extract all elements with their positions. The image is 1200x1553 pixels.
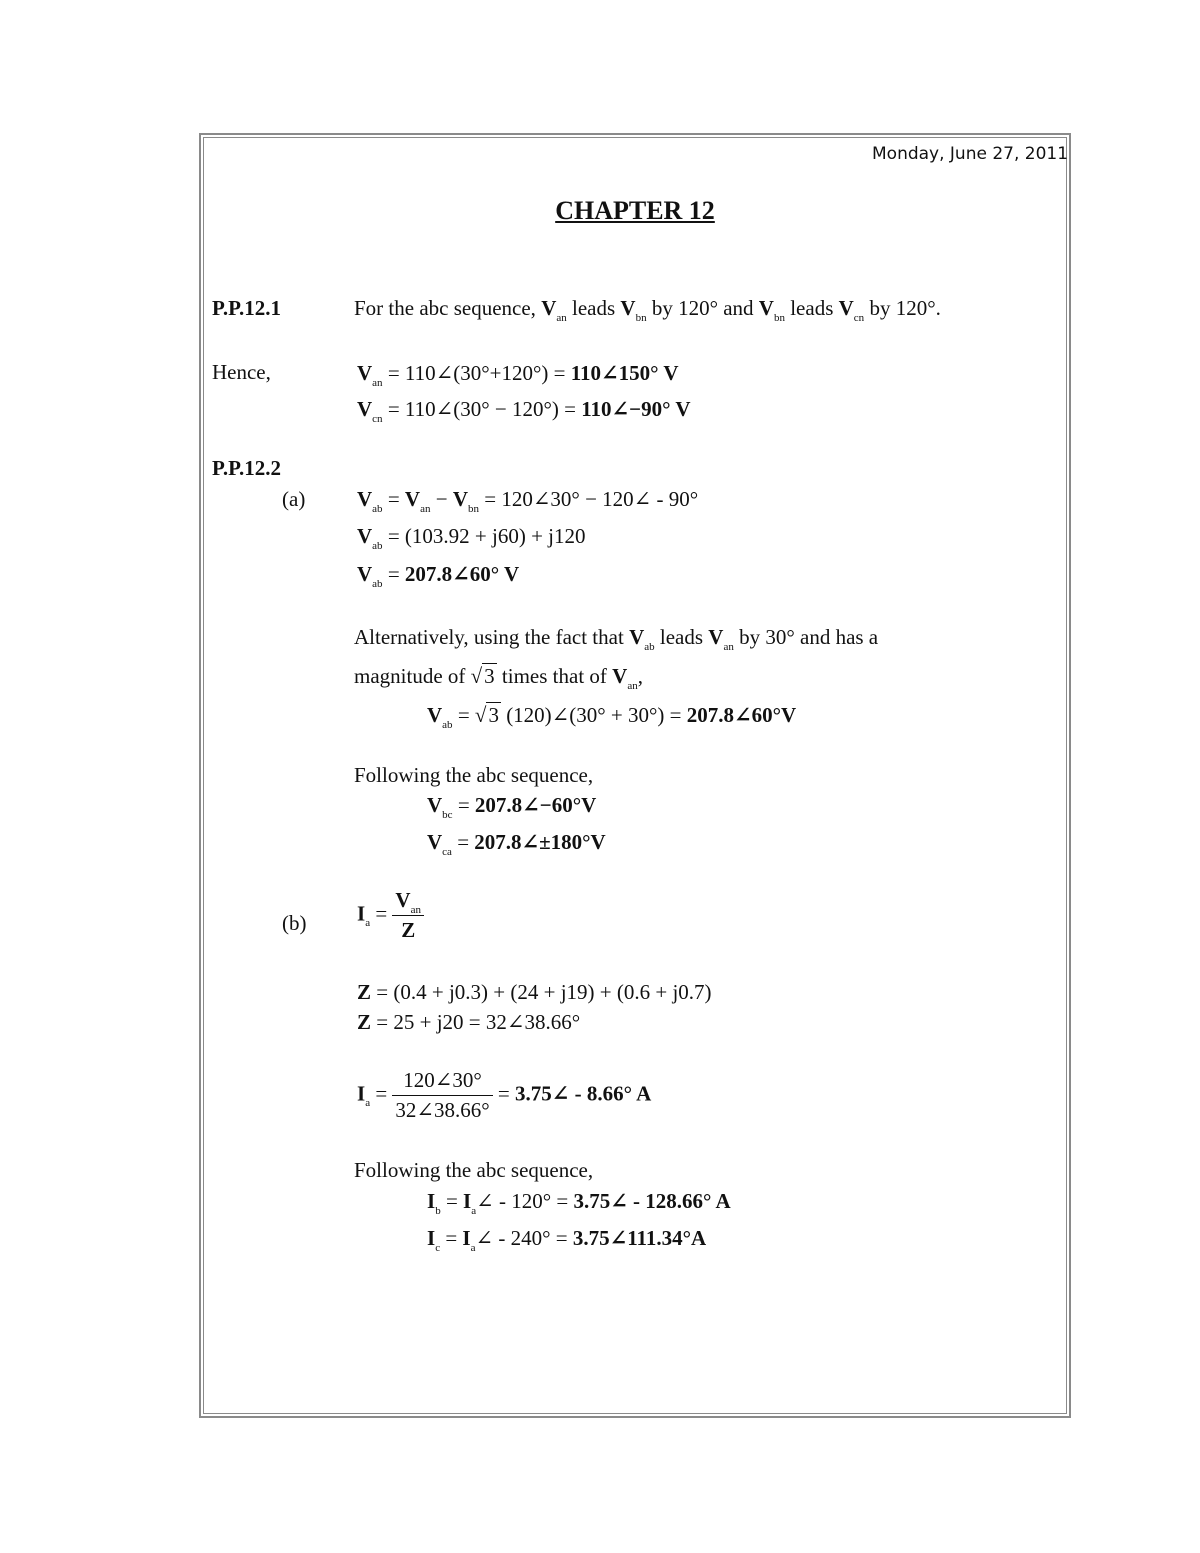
header-date: Monday, June 27, 2011 bbox=[872, 144, 1069, 164]
pp1-label: P.P.12.1 bbox=[212, 296, 282, 320]
vab-sqrt3-equation: $V_{ab} = √3$ (120)∠(30° + 30°) = 207.8∠60°V bbox=[427, 703, 797, 731]
z-polar-equation: Z = 25 + j20 = 32∠38.66° bbox=[357, 1010, 581, 1034]
part-a-label: (a) bbox=[282, 487, 306, 511]
hence-label: Hence, bbox=[212, 360, 271, 384]
ia-definition: $I_a$ = $\frac{V_{an}}{Z}$ bbox=[357, 888, 424, 943]
alternative-line-1: Alternatively, using the fact that $V_{ab}$ leads $V_{an}$ by 30° and has a bbox=[354, 625, 879, 653]
ia-fraction: $\frac{V_{an}}{Z}$ bbox=[392, 888, 424, 943]
vab-equation-2: $V_{ab} = (103.92 + j60) + j120$ bbox=[357, 524, 586, 552]
van-equation: $V_{an}$ = 110∠(30°+120°) = 110∠150° V bbox=[357, 361, 679, 389]
sqrt-symbol: √3 bbox=[474, 703, 499, 727]
sqrt-symbol: √3 bbox=[470, 664, 495, 688]
vab-equation-1: $V_{ab} = V_{an} - V_{bn}$ = 120∠30° − 120∠ - 90° bbox=[357, 487, 699, 515]
alternative-line-2: magnitude of √3 times that of $V_{an}$, bbox=[354, 664, 643, 692]
following-sequence-2: Following the abc sequence, bbox=[354, 1158, 594, 1182]
vcn-equation: $V_{cn}$ = 110∠(30° − 120°) = 110∠−90° V bbox=[357, 397, 691, 425]
vab-equation-3: $V_{ab}$ = 207.8∠60° V bbox=[357, 562, 520, 590]
chapter-title: CHAPTER 12 bbox=[555, 196, 715, 225]
part-b-label: (b) bbox=[282, 911, 307, 935]
ia-calculation: $I_a$ = $\frac{120\angle 30^\circ}{32\angle 38.66^\circ}$ = 3.75∠ - 8.66° A bbox=[357, 1068, 652, 1122]
page-frame-inner bbox=[203, 137, 1067, 1414]
ic-equation: $I_c$ = $I_a\angle - 240^\circ$ = 3.75∠111.34°A bbox=[427, 1226, 707, 1254]
pp1-intro: For the abc sequence, $V_{an}$ leads $V_{bn}$ by 120° and $V_{bn}$ leads $V_{cn}$ by 120°. bbox=[354, 296, 941, 324]
ib-equation: $I_b$ = $I_a\angle - 120^\circ$ = 3.75∠ - 128.66° A bbox=[427, 1189, 731, 1217]
z-sum-equation: Z = (0.4 + j0.3) + (24 + j19) + (0.6 + j0.7) bbox=[357, 980, 712, 1004]
pp2-label: P.P.12.2 bbox=[212, 456, 282, 480]
vca-equation: $V_{ca}$ = 207.8∠±180°V bbox=[427, 830, 606, 858]
following-sequence-1: Following the abc sequence, bbox=[354, 763, 594, 787]
vbc-equation: $V_{bc}$ = 207.8∠−60°V bbox=[427, 793, 597, 821]
ia-calc-fraction: $\frac{120\angle 30^\circ}{32\angle 38.66^\circ}$ bbox=[392, 1068, 492, 1123]
